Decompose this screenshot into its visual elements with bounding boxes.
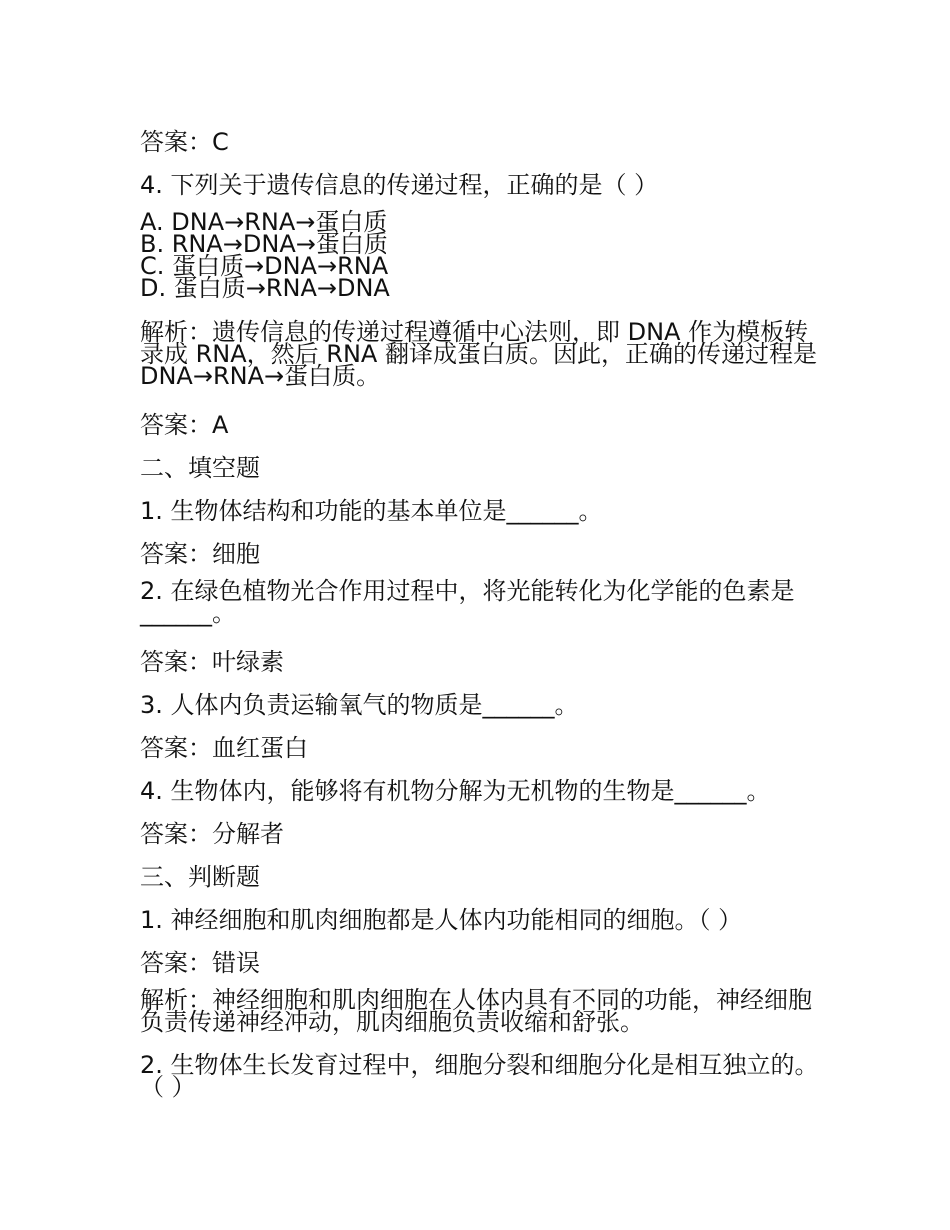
answer-line: 答案：C <box>140 128 229 156</box>
question-line: 1. 神经细胞和肌肉细胞都是人体内功能相同的细胞。（ ） <box>140 906 743 934</box>
question-line: 4. 下列关于遗传信息的传递过程，正确的是（ ） <box>140 171 659 199</box>
section-heading: 三、判断题 <box>140 863 260 891</box>
question-line: 2. 在绿色植物光合作用过程中，将光能转化为化学能的色素是______。 <box>140 577 795 627</box>
document-page <box>140 125 825 1119</box>
option-a: A. DNA→RNA→蛋白质 <box>140 208 388 236</box>
option-b: B. RNA→DNA→蛋白质 <box>140 230 388 258</box>
question-line: 2. 生物体生长发育过程中，细胞分裂和细胞分化是相互独立的。（ ） <box>140 1051 819 1101</box>
option-d: D. 蛋白质→RNA→DNA <box>140 274 390 302</box>
analysis-line: 解析：遗传信息的传递过程遵循中心法则，即 DNA 作为模板转录成 RNA，然后 RNA 翻译成蛋白质。因此，正确的传递过程是 DNA→RNA→蛋白质。 <box>140 318 825 390</box>
question-line: 4. 生物体内，能够将有机物分解为无机物的生物是______。 <box>140 777 771 805</box>
analysis-line: 解析：神经细胞和肌肉细胞在人体内具有不同的功能，神经细胞负责传递神经冲动，肌肉细胞负责收缩和舒张。 <box>140 986 812 1036</box>
option-c: C. 蛋白质→DNA→RNA <box>140 252 389 280</box>
answer-line: 答案：叶绿素 <box>140 648 284 676</box>
answer-line: 答案：A <box>140 411 229 439</box>
question-line: 3. 人体内负责运输氧气的物质是______。 <box>140 691 579 719</box>
options-block <box>140 208 820 302</box>
answer-line: 答案：细胞 <box>140 540 260 568</box>
answer-line: 答案：分解者 <box>140 820 284 848</box>
question-line: 1. 生物体结构和功能的基本单位是______。 <box>140 497 603 525</box>
answer-line: 答案：错误 <box>140 949 260 977</box>
section-heading: 二、填空题 <box>140 454 260 482</box>
answer-line: 答案：血红蛋白 <box>140 734 308 762</box>
